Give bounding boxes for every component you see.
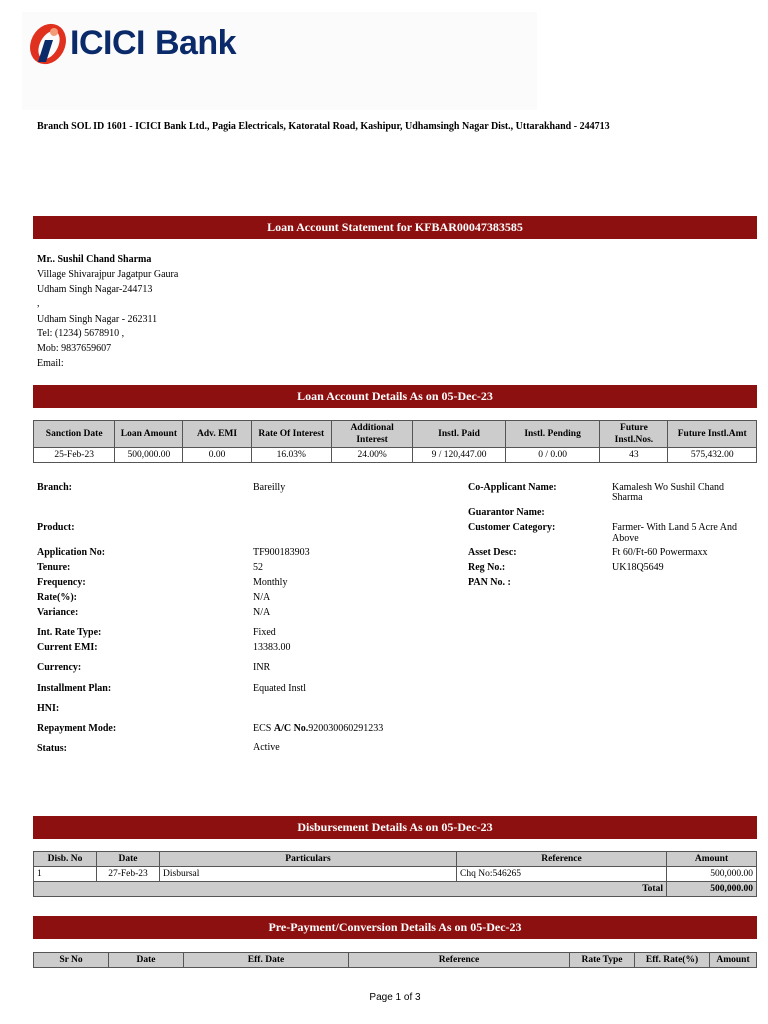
- installment-plan-value: Equated Instl: [253, 683, 307, 694]
- customer-category-value: Farmer- With Land 5 Acre And: [612, 522, 738, 533]
- statement-title-banner: Loan Account Statement for KFBAR00047383585: [33, 216, 757, 239]
- phone-line: Tel: (1234) 5678910 ,: [37, 328, 125, 339]
- reg-no-label: Reg No.:: [468, 562, 506, 573]
- table-cell: 24.00%: [331, 448, 412, 463]
- reg-no-value: UK18Q5649: [612, 562, 664, 573]
- current-emi-value: 13383.00: [253, 642, 291, 653]
- total-value: 500,000.00: [667, 882, 757, 897]
- disbursement-banner: Disbursement Details As on 05-Dec-23: [33, 816, 757, 839]
- customer-name: Mr.. Sushil Chand Sharma: [37, 254, 152, 265]
- frequency-label: Frequency:: [37, 577, 86, 588]
- address-line: ,: [37, 298, 40, 309]
- product-label: Product:: [37, 522, 75, 533]
- status-value: Active: [253, 742, 280, 753]
- repayment-ac-number: 920030060291233: [308, 723, 384, 734]
- repayment-mode-label: Repayment Mode:: [37, 723, 117, 734]
- table-row: [34, 448, 757, 463]
- table-cell: 500,000.00: [667, 867, 757, 882]
- co-applicant-value: Kamalesh Wo Sushil Chand: [612, 482, 725, 493]
- column-header: Future Instl.Amt: [668, 421, 757, 448]
- co-applicant-value: Sharma: [612, 492, 643, 503]
- customer-category-value: Above: [612, 533, 639, 544]
- total-row: [34, 882, 757, 897]
- tenure-label: Tenure:: [37, 562, 71, 573]
- frequency-value: Monthly: [253, 577, 288, 588]
- column-header: Instl. Pending: [505, 421, 600, 448]
- column-header: Rate Of Interest: [251, 421, 331, 448]
- column-header: Amount: [667, 852, 757, 867]
- email-line: Email:: [37, 358, 64, 369]
- installment-plan-label: Installment Plan:: [37, 683, 112, 694]
- rate-label: Rate(%):: [37, 592, 77, 603]
- column-header: Eff. Date: [184, 953, 349, 968]
- table-cell: 0.00: [183, 448, 251, 463]
- branch-address: Branch SOL ID 1601 - ICICI Bank Ltd., Pagia Electricals, Katoratal Road, Kashipur, Udhamsingh Nagar Dist., Uttarakhand - 244713: [37, 121, 610, 132]
- variance-value: N/A: [253, 607, 271, 618]
- repayment-ac-label: A/C No.: [273, 723, 309, 734]
- column-header: Rate Type: [570, 953, 635, 968]
- column-header: Future Instl.Nos.: [600, 421, 668, 448]
- table-header-row: [34, 953, 757, 968]
- table-cell: 25-Feb-23: [34, 448, 115, 463]
- column-header: Date: [97, 852, 160, 867]
- column-header: Additional Interest: [331, 421, 412, 448]
- currency-label: Currency:: [37, 662, 82, 673]
- column-header: Amount: [710, 953, 757, 968]
- status-label: Status:: [37, 743, 68, 754]
- branch-value: Bareilly: [253, 482, 286, 493]
- table-cell: 500,000.00: [115, 448, 183, 463]
- logo-word-bank: Bank: [154, 24, 237, 62]
- loan-details-table: [33, 420, 757, 463]
- icici-logo-icon: [26, 18, 72, 66]
- bank-name-logo: [70, 24, 236, 63]
- prepayment-table: [33, 952, 757, 968]
- table-header-row: [34, 852, 757, 867]
- column-header: Reference: [349, 953, 570, 968]
- column-header: Instl. Paid: [413, 421, 506, 448]
- table-cell: 43: [600, 448, 668, 463]
- table-cell: 16.03%: [251, 448, 331, 463]
- application-no-value: TF900183903: [253, 547, 310, 558]
- page-number: Page 1 of 3: [369, 992, 421, 1003]
- column-header: Particulars: [160, 852, 457, 867]
- asset-desc-label: Asset Desc:: [468, 547, 517, 558]
- logo-word-icici: ICICI: [70, 24, 145, 62]
- pan-no-label: PAN No. :: [468, 577, 511, 588]
- table-cell: 0 / 0.00: [505, 448, 600, 463]
- prepayment-banner: Pre-Payment/Conversion Details As on 05-Dec-23: [33, 916, 757, 939]
- table-cell: Disbursal: [160, 867, 457, 882]
- column-header: Adv. EMI: [183, 421, 251, 448]
- current-emi-label: Current EMI:: [37, 642, 98, 653]
- rate-value: N/A: [253, 592, 271, 603]
- table-row: [34, 867, 757, 882]
- tenure-value: 52: [253, 562, 263, 573]
- int-rate-type-value: Fixed: [253, 627, 276, 638]
- table-cell: 9 / 120,447.00: [413, 448, 506, 463]
- co-applicant-label: Co-Applicant Name:: [468, 482, 557, 493]
- variance-label: Variance:: [37, 607, 79, 618]
- hni-label: HNI:: [37, 703, 60, 714]
- address-line: Udham Singh Nagar-244713: [37, 284, 153, 295]
- currency-value: INR: [253, 662, 271, 673]
- repayment-mode-value: [253, 723, 383, 734]
- table-header-row: [34, 421, 757, 448]
- table-cell: 27-Feb-23: [97, 867, 160, 882]
- table-cell: Chq No:546265: [457, 867, 667, 882]
- application-no-label: Application No:: [37, 547, 106, 558]
- column-header: Sanction Date: [34, 421, 115, 448]
- int-rate-type-label: Int. Rate Type:: [37, 627, 102, 638]
- guarantor-label: Guarantor Name:: [468, 507, 545, 518]
- column-header: Date: [109, 953, 184, 968]
- address-line: Village Shivarajpur Jagatpur Gaura: [37, 269, 179, 280]
- column-header: Reference: [457, 852, 667, 867]
- column-header: Disb. No: [34, 852, 97, 867]
- column-header: Eff. Rate(%): [635, 953, 710, 968]
- customer-category-label: Customer Category:: [468, 522, 556, 533]
- asset-desc-value: Ft 60/Ft-60 Powermaxx: [612, 547, 708, 558]
- table-cell: 575,432.00: [668, 448, 757, 463]
- column-header: Sr No: [34, 953, 109, 968]
- mobile-line: Mob: 9837659607: [37, 343, 112, 354]
- repayment-mode-prefix: ECS: [253, 723, 274, 734]
- address-line: Udham Singh Nagar - 262311: [37, 314, 158, 325]
- branch-label: Branch:: [37, 482, 72, 493]
- disbursement-table: [33, 851, 757, 897]
- loan-details-banner: Loan Account Details As on 05-Dec-23: [33, 385, 757, 408]
- total-label: Total: [34, 882, 667, 897]
- column-header: Loan Amount: [115, 421, 183, 448]
- table-cell: 1: [34, 867, 97, 882]
